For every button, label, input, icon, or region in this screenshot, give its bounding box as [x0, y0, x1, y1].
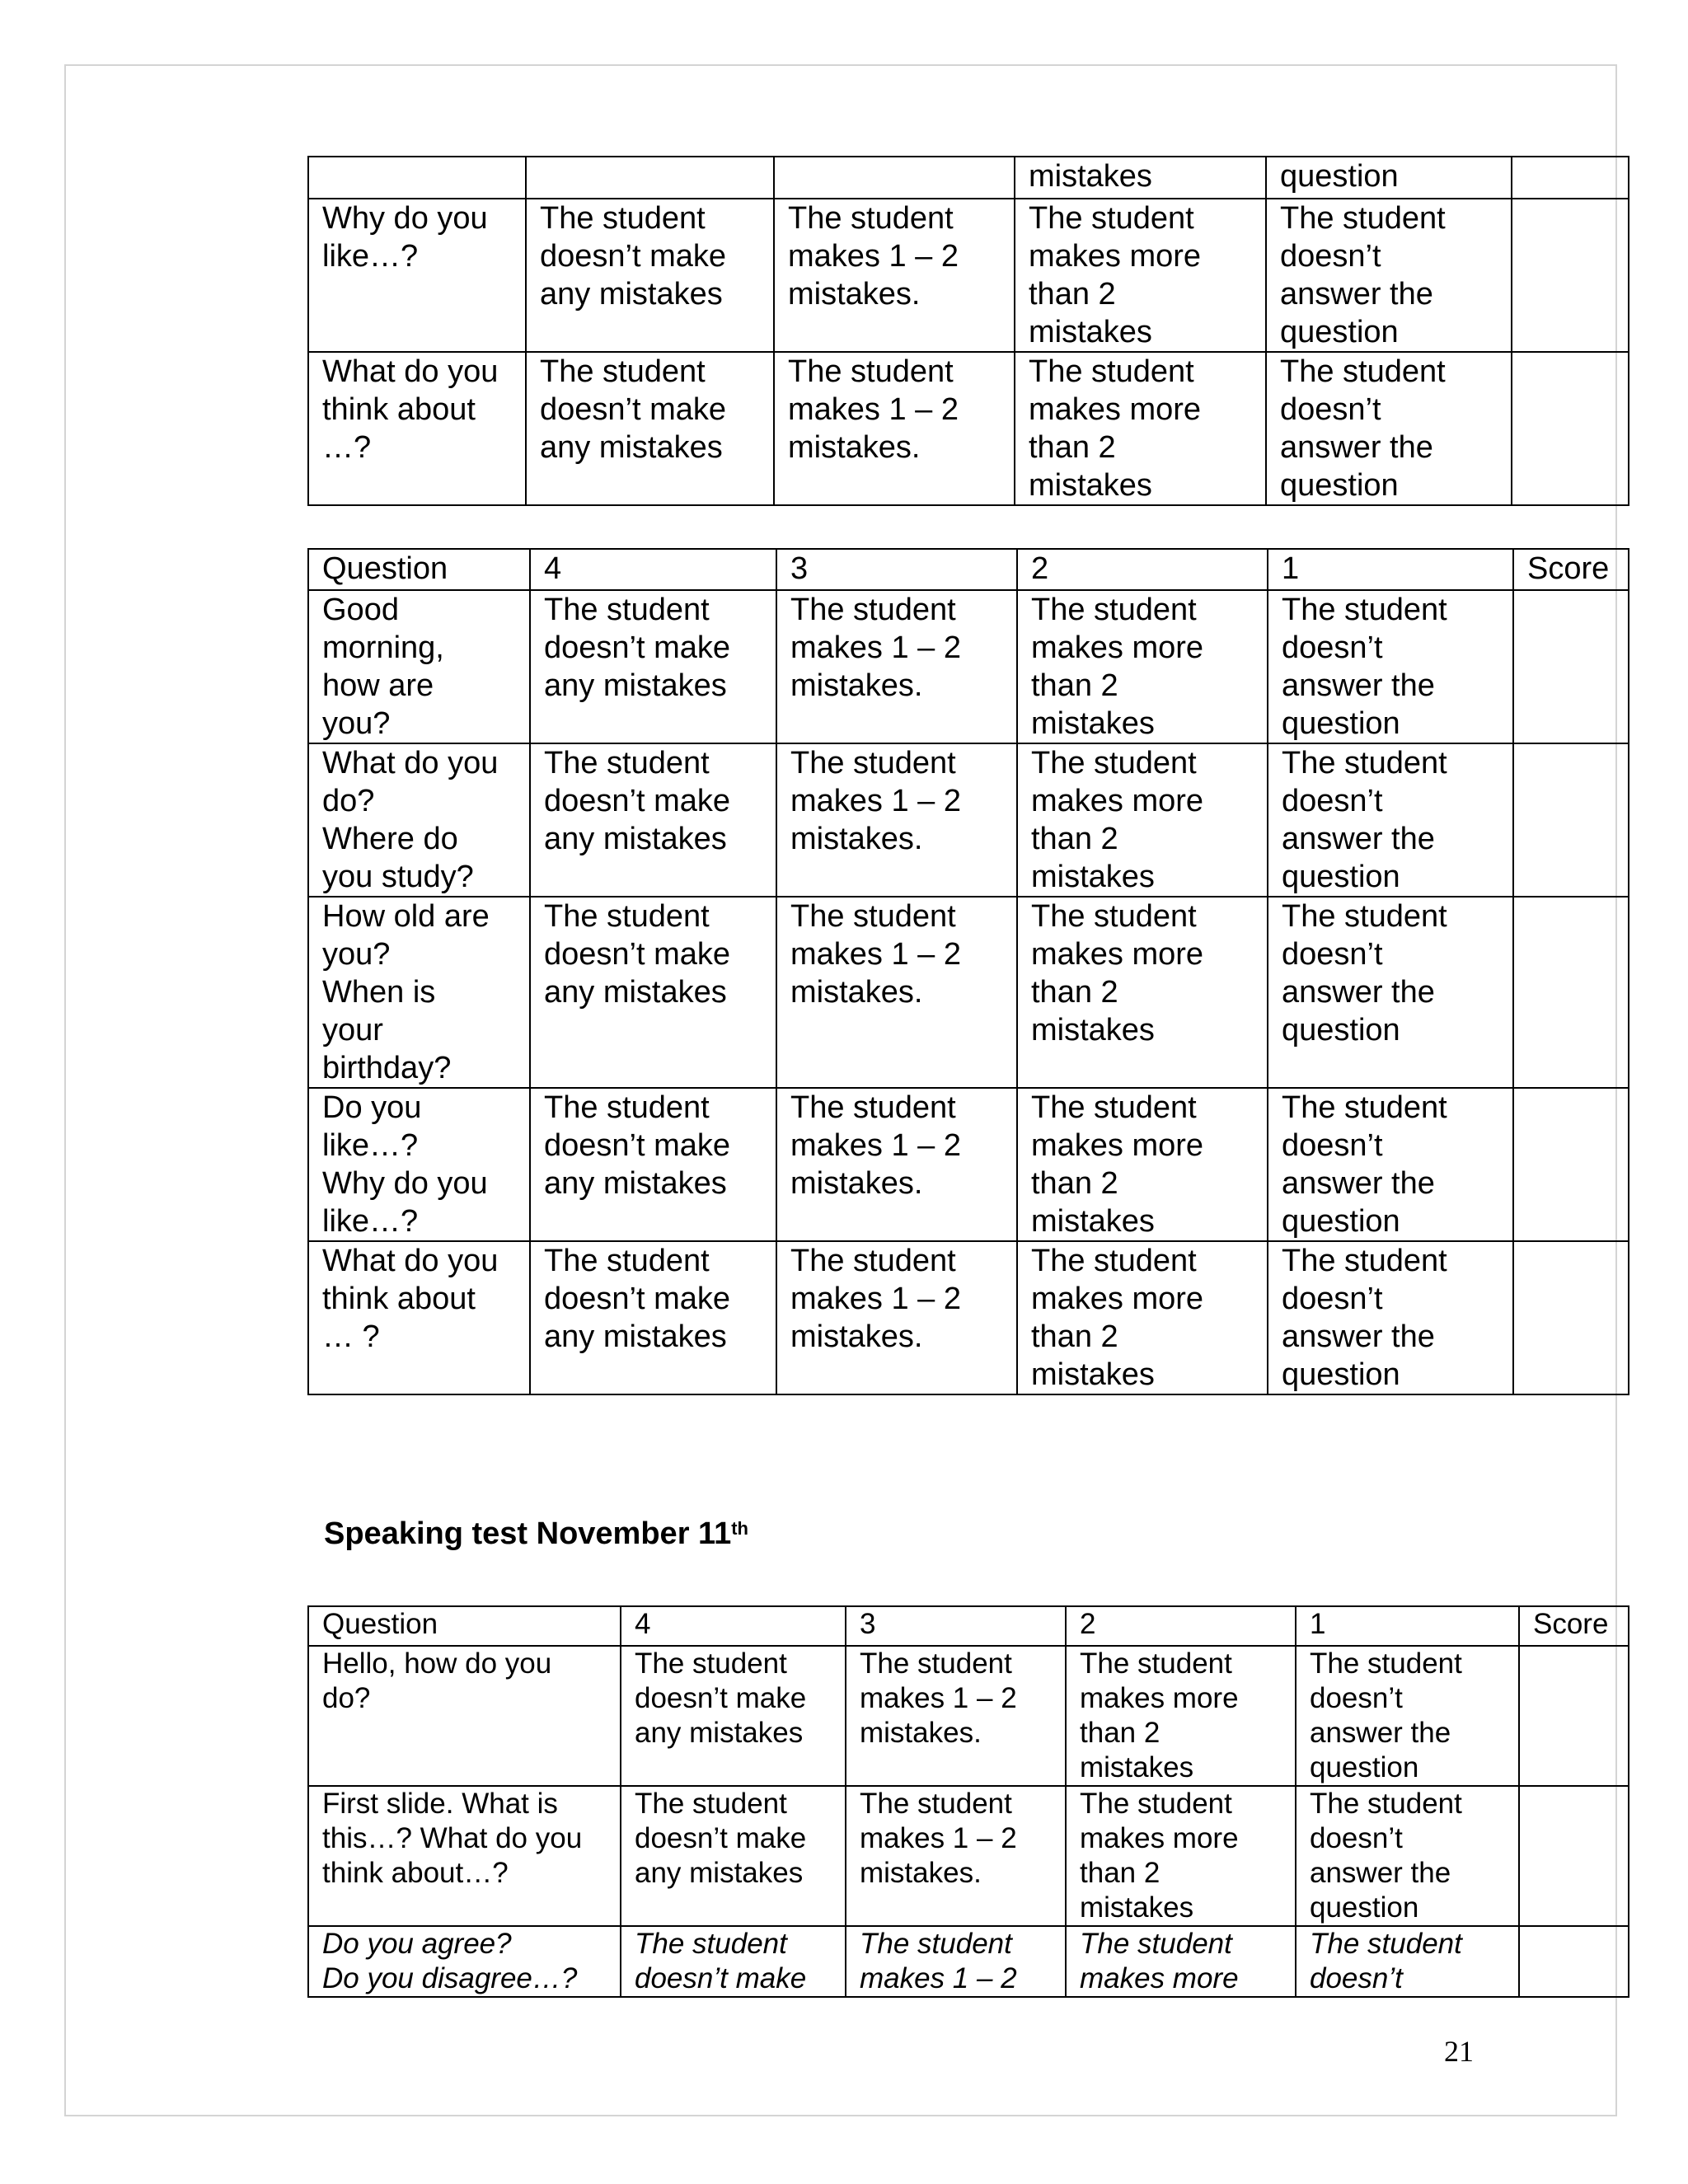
table-row [308, 1646, 1629, 1786]
score-cell[interactable] [1512, 352, 1629, 505]
header-score: Score [1519, 1606, 1629, 1646]
score-2-cell: The student makes more than 2 mistakes [1015, 352, 1266, 505]
question-cell [308, 157, 526, 199]
question-cell: Do you like…? Why do you like…? [308, 1088, 530, 1241]
score-3-cell: The student makes 1 – 2 mistakes. [776, 1241, 1017, 1394]
table-row [308, 352, 1629, 505]
table-row [308, 590, 1629, 743]
score-cell[interactable] [1513, 897, 1629, 1088]
score-1-cell: The student doesn’t answer the question [1268, 1241, 1513, 1394]
page-number: 21 [1444, 2035, 1474, 2068]
score-4-cell: The student doesn’t make any mistakes [530, 1088, 776, 1241]
header-score-2: 2 [1066, 1606, 1296, 1646]
score-4-cell: The student doesn’t make any mistakes [526, 199, 774, 352]
score-4-cell: The student doesn’t make any mistakes [621, 1646, 846, 1786]
score-3-cell: The student makes 1 – 2 mistakes. [774, 352, 1015, 505]
score-3-cell: The student makes 1 – 2 mistakes. [776, 590, 1017, 743]
score-3-cell: The student makes 1 – 2 mistakes. [776, 1088, 1017, 1241]
question-cell: What do you think about …? [308, 352, 526, 505]
score-3-cell: The student makes 1 – 2 mistakes. [774, 199, 1015, 352]
header-score-2: 2 [1017, 549, 1268, 590]
table-header-row [308, 549, 1629, 590]
score-4-cell: The student doesn’t make any mistakes [530, 743, 776, 897]
score-3-cell: The student makes 1 – 2 mistakes. [776, 743, 1017, 897]
score-2-cell: The student makes more than 2 mistakes [1066, 1786, 1296, 1926]
score-2-cell: The student makes more [1066, 1926, 1296, 1997]
score-3-cell: The student makes 1 – 2 mistakes. [846, 1786, 1066, 1926]
score-4-cell: The student doesn’t make [621, 1926, 846, 1997]
score-2-cell: The student makes more than 2 mistakes [1015, 199, 1266, 352]
question-cell: How old are you? When is your birthday? [308, 897, 530, 1088]
rubric-table-continued [307, 156, 1629, 506]
question-cell: Do you agree? Do you disagree…? [308, 1926, 621, 1997]
score-1-cell: The student doesn’t answer the question [1266, 352, 1512, 505]
score-cell[interactable] [1513, 1241, 1629, 1394]
score-2-cell: The student makes more than 2 mistakes [1017, 897, 1268, 1088]
table-row [308, 199, 1629, 352]
header-score-1: 1 [1296, 1606, 1519, 1646]
question-cell: First slide. What is this…? What do you think about…? [308, 1786, 621, 1926]
header-score-1: 1 [1268, 549, 1513, 590]
score-1-cell: question [1266, 157, 1512, 199]
section-heading-text: Speaking test November 11 [324, 1516, 732, 1551]
score-3-cell [774, 157, 1015, 199]
score-cell[interactable] [1513, 1088, 1629, 1241]
score-1-cell: The student doesn’t answer the question [1268, 1088, 1513, 1241]
score-4-cell: The student doesn’t make any mistakes [526, 352, 774, 505]
score-4-cell: The student doesn’t make any mistakes [530, 590, 776, 743]
score-2-cell: The student makes more than 2 mistakes [1066, 1646, 1296, 1786]
rubric-table [307, 548, 1629, 1395]
score-3-cell: The student makes 1 – 2 mistakes. [846, 1646, 1066, 1786]
score-1-cell: The student doesn’t answer the question [1268, 590, 1513, 743]
score-1-cell: The student doesn’t answer the question [1266, 199, 1512, 352]
score-1-cell: The student doesn’t answer the question [1268, 897, 1513, 1088]
score-3-cell: The student makes 1 – 2 [846, 1926, 1066, 1997]
section-heading-ordinal: th [731, 1518, 748, 1539]
header-score-3: 3 [776, 549, 1017, 590]
score-2-cell: The student makes more than 2 mistakes [1017, 1241, 1268, 1394]
header-question: Question [308, 549, 530, 590]
table-row [308, 157, 1629, 199]
score-2-cell: The student makes more than 2 mistakes [1017, 1088, 1268, 1241]
score-cell[interactable] [1513, 590, 1629, 743]
header-score-3: 3 [846, 1606, 1066, 1646]
header-score: Score [1513, 549, 1629, 590]
question-cell: What do you do? Where do you study? [308, 743, 530, 897]
score-1-cell: The student doesn’t [1296, 1926, 1519, 1997]
speaking-test-rubric-table [307, 1605, 1629, 1998]
table-row [308, 1241, 1629, 1394]
table-row [308, 1088, 1629, 1241]
question-cell: Hello, how do you do? [308, 1646, 621, 1786]
score-3-cell: The student makes 1 – 2 mistakes. [776, 897, 1017, 1088]
score-cell[interactable] [1512, 199, 1629, 352]
score-cell[interactable] [1519, 1646, 1629, 1786]
score-4-cell: The student doesn’t make any mistakes [530, 1241, 776, 1394]
table-row [308, 743, 1629, 897]
score-cell[interactable] [1512, 157, 1629, 199]
score-4-cell [526, 157, 774, 199]
score-1-cell: The student doesn’t answer the question [1268, 743, 1513, 897]
score-2-cell: The student makes more than 2 mistakes [1017, 590, 1268, 743]
score-cell[interactable] [1519, 1786, 1629, 1926]
score-cell[interactable] [1513, 743, 1629, 897]
header-score-4: 4 [530, 549, 776, 590]
score-cell[interactable] [1519, 1926, 1629, 1997]
question-cell: Why do you like…? [308, 199, 526, 352]
score-4-cell: The student doesn’t make any mistakes [530, 897, 776, 1088]
table-row [308, 1926, 1629, 1997]
section-heading [324, 1515, 748, 1553]
question-cell: What do you think about … ? [308, 1241, 530, 1394]
score-4-cell: The student doesn’t make any mistakes [621, 1786, 846, 1926]
score-2-cell: mistakes [1015, 157, 1266, 199]
table-row [308, 897, 1629, 1088]
table-header-row [308, 1606, 1629, 1646]
question-cell: Good morning, how are you? [308, 590, 530, 743]
score-1-cell: The student doesn’t answer the question [1296, 1786, 1519, 1926]
table-row [308, 1786, 1629, 1926]
header-question: Question [308, 1606, 621, 1646]
score-2-cell: The student makes more than 2 mistakes [1017, 743, 1268, 897]
header-score-4: 4 [621, 1606, 846, 1646]
score-1-cell: The student doesn’t answer the question [1296, 1646, 1519, 1786]
